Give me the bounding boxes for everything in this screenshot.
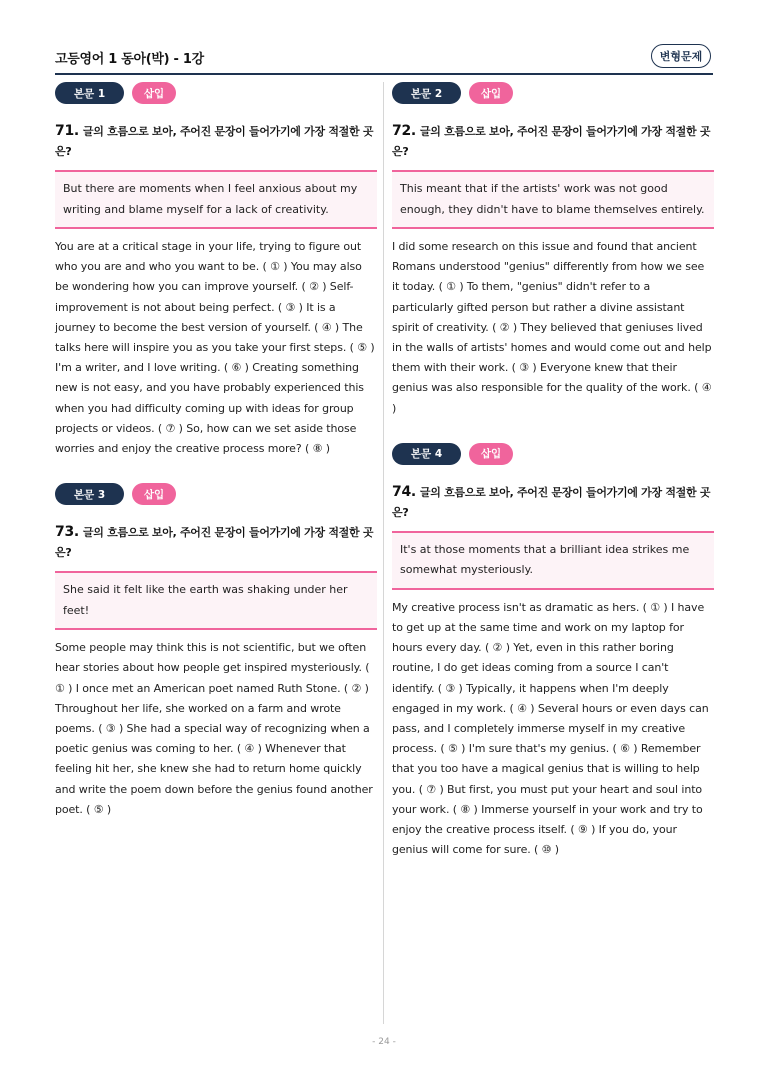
question-type-tag: 삽입: [132, 483, 176, 505]
section-tags: [392, 443, 714, 465]
page-number: - 24 -: [372, 1037, 396, 1047]
question-prompt: [392, 121, 714, 162]
question-number: 73.: [55, 524, 79, 541]
question-section-71: [55, 82, 377, 459]
passage-text: My creative process isn't as dramatic as hers. ( ① ) I have to get up at the same time and work on my laptop for hours every day. ( ② ) Yet, even in this rather boring routine, I do get ideas coming from a source I can't identify. ( ③ ) Typically, it happens when I'm deeply engaged in my work. ( ④ ) Several hours or even days can pass, and I completely immerse myself in my creative process. ( ⑤ ) I'm sure that's my genius. ( ⑥ ) Remember that you too have a magical genius that is willing to help you. ( ⑦ ) But first, you must put your heart and soul into your work. ( ⑧ ) Immerse yourself in your work and try to enjoy the creative process itself. ( ⑨ ) If you do, your genius will come for sure. ( ⑩ ): [392, 600, 709, 857]
question-text: 글의 흐름으로 보아, 주어진 문장이 들어가기에 가장 적절한 곳은?: [392, 485, 711, 519]
question-type-tag: 삽입: [469, 82, 513, 104]
passage-tag: 본문 4: [392, 443, 461, 465]
question-text: 글의 흐름으로 보아, 주어진 문장이 들어가기에 가장 적절한 곳은?: [55, 125, 374, 158]
variant-question-badge: 변형문제: [651, 44, 711, 68]
question-type-tag: 삽입: [132, 82, 176, 104]
passage-tag: 본문 2: [392, 82, 461, 104]
right-column: [392, 82, 714, 860]
column-divider: [383, 82, 384, 1024]
question-text: 글의 흐름으로 보아, 주어진 문장이 들어가기에 가장 적절한 곳은?: [392, 125, 711, 158]
section-tags: [55, 483, 377, 505]
given-sentence-box: She said it felt like the earth was shaking under her feet!: [55, 571, 377, 630]
passage-tag: 본문 1: [55, 82, 124, 104]
question-prompt: [55, 121, 377, 162]
question-prompt: [392, 482, 714, 523]
question-number: 74.: [392, 483, 416, 500]
given-sentence-box: It's at those moments that a brilliant idea strikes me somewhat mysteriously.: [392, 531, 714, 590]
question-section-74: [392, 443, 714, 861]
passage-text: Some people may think this is not scientific, but we often hear stories about how people get inspired mysteriously. ( ① ) I once met an American poet named Ruth Stone. ( ② ) Throughout her life, she worked on a farm and wrote poems. ( ③ ) She had a special way of recognizing when a poetic genius was coming to her. ( ④ ) Whenever that feeling hit her, she knew she had to return home quickly and write the poem down before the genius found another poet. ( ⑤ ): [55, 641, 373, 816]
passage-text: I did some research on this issue and found that ancient Romans understood "genius" differently from how we see it today. ( ① ) To them, "genius" didn't refer to a particularly gifted person but rather a divine assistant spirit of creativity. ( ② ) They believed that geniuses lived in the walls of artists' homes and would come out and help them with their work. ( ③ ) Everyone knew that their genius was also responsible for the quality of the work. ( ④ ): [392, 240, 712, 415]
question-number: 71.: [55, 123, 79, 139]
question-type-tag: 삽입: [469, 443, 513, 465]
passage-tag: 본문 3: [55, 483, 124, 505]
passage-text: You are at a critical stage in your life, trying to figure out who you are and who you want to be. ( ① ) You may also be wondering how you can improve yourself. ( ② ) Self-improvement is not about being perfect. ( ③ ) It is a journey to become the best version of yourself. ( ④ ) The talks here will inspire you as you take your first steps. ( ⑤ ) I'm a writer, and I love writing. ( ⑥ ) Creating something new is not easy, and you have probably experienced this when you had difficulty coming up with ideas for group projects or videos. ( ⑦ ) So, how can we set aside those worries and enjoy the creative process more? ( ⑧ ): [55, 240, 375, 456]
section-tags: [392, 82, 714, 104]
question-text: 글의 흐름으로 보아, 주어진 문장이 들어가기에 가장 적절한 곳은?: [55, 526, 374, 560]
given-sentence-box: But there are moments when I feel anxious about my writing and blame myself for a lack of creativity.: [55, 170, 377, 229]
section-tags: [55, 82, 377, 104]
question-number: 72.: [392, 123, 416, 139]
header-divider: [55, 73, 713, 75]
question-section-72: [392, 82, 714, 419]
question-prompt: [55, 522, 377, 563]
page-title: 고등영어 1 동아(박) - 1강: [55, 52, 204, 67]
question-section-73: [55, 483, 377, 820]
left-column: [55, 82, 377, 820]
given-sentence-box: This meant that if the artists' work was not good enough, they didn't have to blame themselves entirely.: [392, 170, 714, 229]
